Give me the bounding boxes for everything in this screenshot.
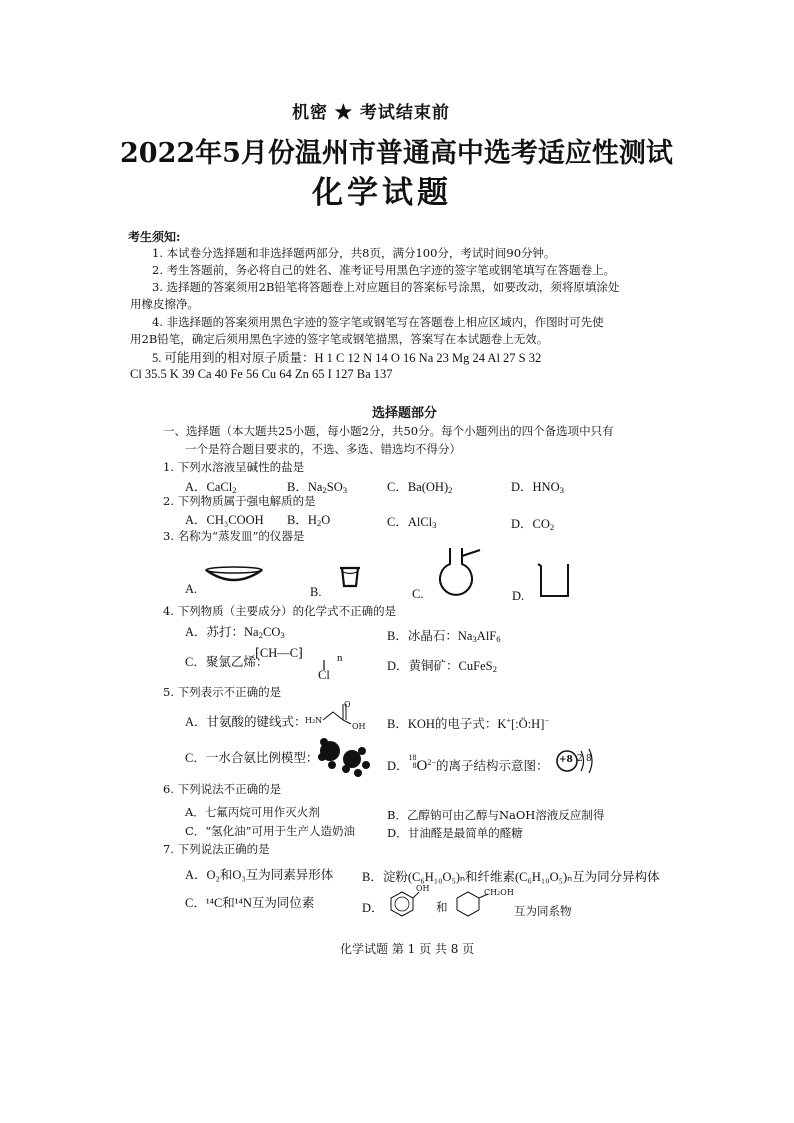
- confidential-label: 机密 ★ 考试结束前: [292, 103, 450, 123]
- q2-option-b: B．$H_2O$: [287, 513, 331, 528]
- phenol-oh-label: OH: [416, 884, 430, 893]
- q5-option-a: A．甘氨酸的键线式：: [185, 715, 307, 729]
- q3-option-d-label: D.: [512, 589, 525, 603]
- q3-option-c-label: C.: [412, 587, 424, 601]
- notice-item: 用2B铅笔，确定后须用黑色字迹的签字笔或钢笔描黑，答案写在本试题卷上无效。: [130, 332, 549, 346]
- notice-item: 3. 选择题的答案须用2B铅笔将答题卷上对应题目的答案标号涂黑，如要改动，须将原填涂处: [152, 280, 620, 294]
- page-title: 2022年5月份温州市普通高中选考适应性测试: [120, 138, 673, 169]
- koh-anion: [:Ö:H]: [511, 717, 545, 731]
- q1-stem: 1. 下列水溶液呈碱性的盐是: [163, 460, 305, 474]
- q6-option-d: D．甘油醛是最简单的醛糖: [387, 826, 523, 840]
- q4-option-c: C．聚氯乙烯：: [185, 655, 269, 669]
- q4-polymer-formula: ⁅CH—C⁆: [255, 646, 303, 660]
- glycine-h2n-label: H₂N: [305, 716, 323, 725]
- q3-option-a-label: A.: [185, 582, 198, 596]
- q6-option-c: C．“氢化油”可用于生产人造奶油: [185, 824, 356, 838]
- page-subtitle: 化学试题: [312, 175, 452, 211]
- q2-option-d: D．$CO_2$: [511, 517, 555, 532]
- q2-option-a: A．CH₃COOH: [185, 513, 264, 527]
- q2-option-c: C．AlCl$_3$: [387, 515, 437, 530]
- q6-stem: 6. 下列说法不正确的是: [163, 782, 282, 796]
- notice-item: 5. 可能用到的相对原子质量：H 1 C 12 N 14 O 16 Na 23 Mg 24 Al 27 S 32: [152, 351, 542, 365]
- beaker-icon: [536, 562, 572, 598]
- q4-polymer-cl: Cl: [318, 668, 330, 682]
- q7-option-a: A．O₂和O₃互为同素异形体: [185, 868, 334, 882]
- evaporating-dish-icon: [204, 566, 264, 586]
- ion-shell-2: 8: [586, 754, 592, 764]
- notice-item: 用橡皮擦净。: [130, 297, 199, 311]
- notice-item: 1. 本试卷分选择题和非选择题两部分，共8页，满分100分，考试时间90分钟。: [152, 246, 556, 260]
- glycine-oh-label: OH: [352, 722, 366, 731]
- q7-option-b: B．淀粉(C₆H₁₀O₅)ₙ和纤维素(C₆H₁₀O₅)ₙ互为同分异构体: [362, 870, 660, 884]
- glycine-o-label: O: [344, 700, 351, 709]
- q5-option-c: C．一水合氨比例模型：: [185, 751, 319, 765]
- q5-stem: 5. 下列表示不正确的是: [163, 685, 282, 699]
- q6-option-a: A．七氟丙烷可用作灭火剂: [185, 805, 320, 819]
- section-intro: 一、选择题（本大题共25小题，每小题2分，共50分。每个小题列出的四个备选项中只有: [163, 424, 614, 438]
- notice-item: 4. 非选择题的答案须用黑色字迹的签字笔或钢笔写在答题卷上相应区域内，作图时可先使: [152, 315, 604, 329]
- q3-stem: 3. 名称为“蒸发皿”的仪器是: [163, 529, 305, 543]
- ion-core-charge: +8: [559, 755, 573, 765]
- q4-stem: 4. 下列物质（主要成分）的化学式不正确的是: [163, 604, 397, 618]
- notice-item: Cl 35.5 K 39 Ca 40 Fe 56 Cu 64 Zn 65 I 127 Ba 137: [130, 367, 393, 381]
- ion-shell-1: 2: [577, 754, 583, 764]
- notice-heading: 考生须知:: [128, 230, 181, 244]
- section-intro: 一个是符合题目要求的，不选、多选、错选均不得分）: [185, 442, 461, 456]
- q5-option-d: D．18 $8O^{2-}$的离子结构示意图：: [387, 753, 549, 774]
- q3-option-b-label: B.: [310, 585, 322, 599]
- q6-option-b: B．乙醇钠可由乙醇与NaOH溶液反应制得: [387, 808, 605, 822]
- q1-option-c: C．$Ba(OH)_2$: [387, 480, 453, 495]
- q7-option-d: D．: [362, 901, 384, 915]
- q4-option-a: A．苏打：$Na_2CO_3$: [185, 625, 285, 640]
- q4-option-b: B．冰晶石：$Na_3AlF_6$: [387, 629, 501, 644]
- notice-item: 2. 考生答题前，务必将自己的姓名、准考证号用黑色字迹的签字笔或钢笔填写在答题卷上。: [152, 263, 616, 277]
- round-bottom-flask-icon: [432, 546, 484, 594]
- q7-stem: 7. 下列说法正确的是: [163, 842, 270, 856]
- q4-polymer-n: n: [337, 652, 343, 664]
- q5-option-b: B．KOH的电子式：K+[:Ö:H]−: [387, 716, 549, 731]
- q1-option-a: A．CaCl$_2$: [185, 480, 237, 495]
- crucible-icon: [338, 566, 362, 590]
- phenol-structure-icon: [386, 886, 420, 918]
- q1-option-d: D．$HNO_3$: [511, 480, 564, 495]
- q7-option-c: C．¹⁴C和¹⁴N互为同位素: [185, 896, 315, 910]
- section-title: 选择题部分: [372, 406, 438, 421]
- ammonia-hydrate-model-icon: [318, 735, 374, 779]
- page-footer: 化学试题 第 1 页 共 8 页: [340, 942, 475, 956]
- q1-option-b: B．$Na_2SO_3$: [287, 480, 348, 495]
- q7-homolog-text: 互为同系物: [514, 904, 572, 918]
- q7-and: 和: [436, 900, 448, 914]
- benzyl-ch2oh-label: CH₂OH: [484, 888, 514, 897]
- q4-option-d: D．黄铜矿：CuFeS$_2$: [387, 659, 497, 674]
- q2-stem: 2. 下列物质属于强电解质的是: [163, 494, 316, 508]
